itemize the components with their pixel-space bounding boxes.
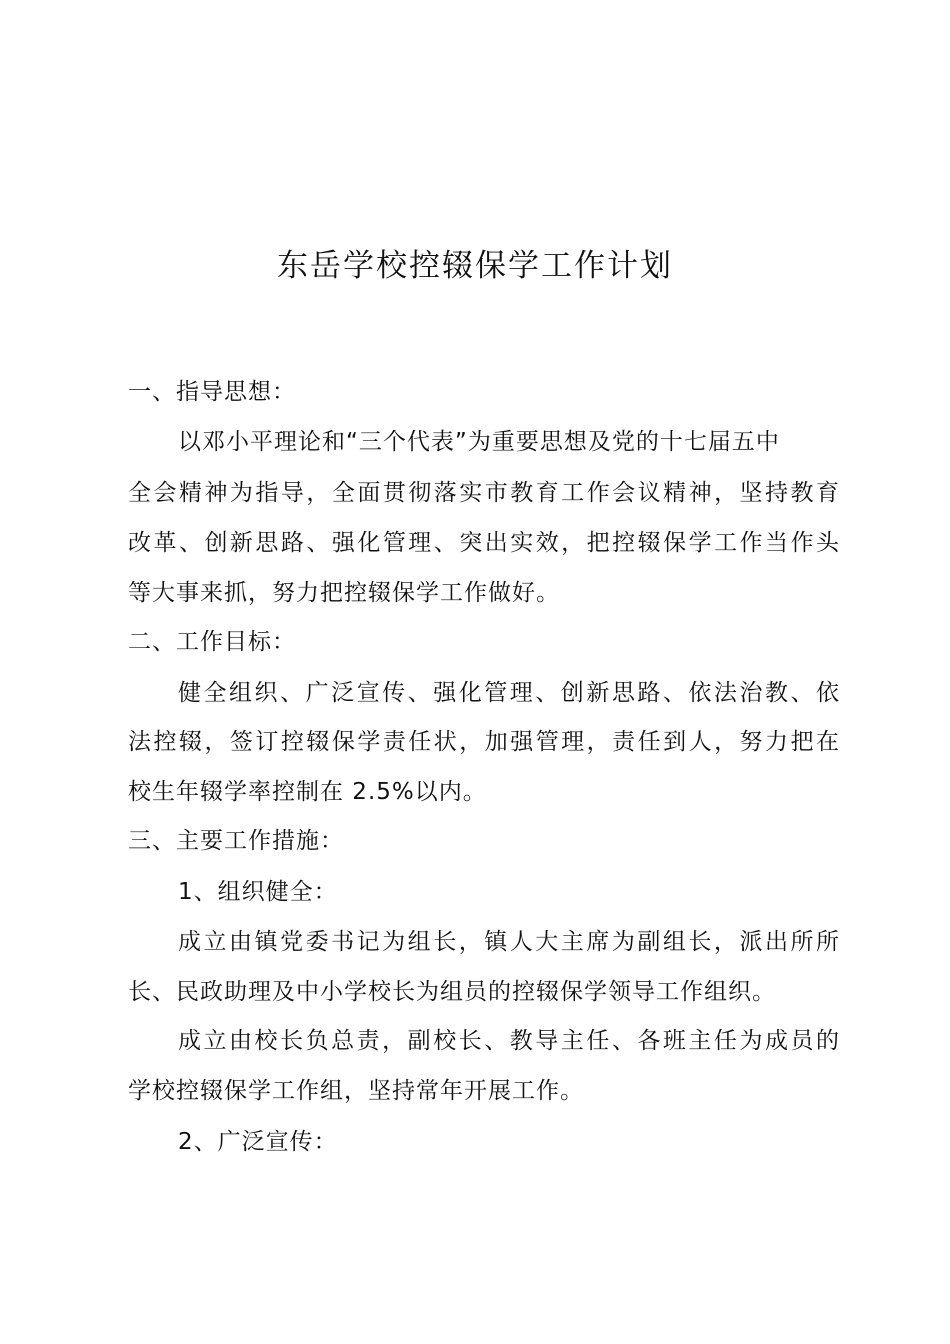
document-title: 东岳学校控辍保学工作计划 (277, 248, 673, 284)
section-heading-guiding-ideology: 一、指导思想： (128, 379, 296, 405)
paragraph-line: 成立由镇党委书记为组长，镇人大主席为副组长，派出所所 (178, 929, 840, 955)
paragraph-line: 法控辍，签订控辍保学责任状，加强管理，责任到人，努力把在 (128, 729, 840, 755)
paragraph-line: 学校控辍保学工作组，坚持常年开展工作。 (128, 1078, 584, 1104)
section-heading-main-measures: 三、主要工作措施： (128, 828, 344, 854)
paragraph-line: 以邓小平理论和“三个代表”为重要思想及党的十七届五中 (178, 429, 780, 455)
paragraph-line: 全会精神为指导，全面贯彻落实市教育工作会议精神，坚持教育 (128, 480, 840, 506)
paragraph-line: 健全组织、广泛宣传、强化管理、创新思路、依法治教、依 (178, 680, 840, 706)
paragraph-line: 成立由校长负总责，副校长、教导主任、各班主任为成员的 (178, 1028, 840, 1054)
paragraph-line: 长、民政助理及中小学校长为组员的控辍保学领导工作组织。 (128, 979, 776, 1005)
subsection-heading-organization: 1、组织健全： (178, 879, 338, 905)
paragraph-line: 等大事来抓，努力把控辍保学工作做好。 (128, 580, 560, 606)
subsection-heading-publicity: 2、广泛宣传： (178, 1129, 338, 1155)
paragraph-line: 校生年辍学率控制在 2.5%以内。 (128, 779, 487, 805)
paragraph-line: 改革、创新思路、强化管理、突出实效，把控辍保学工作当作头 (128, 530, 840, 556)
section-heading-work-goals: 二、工作目标： (128, 629, 296, 655)
